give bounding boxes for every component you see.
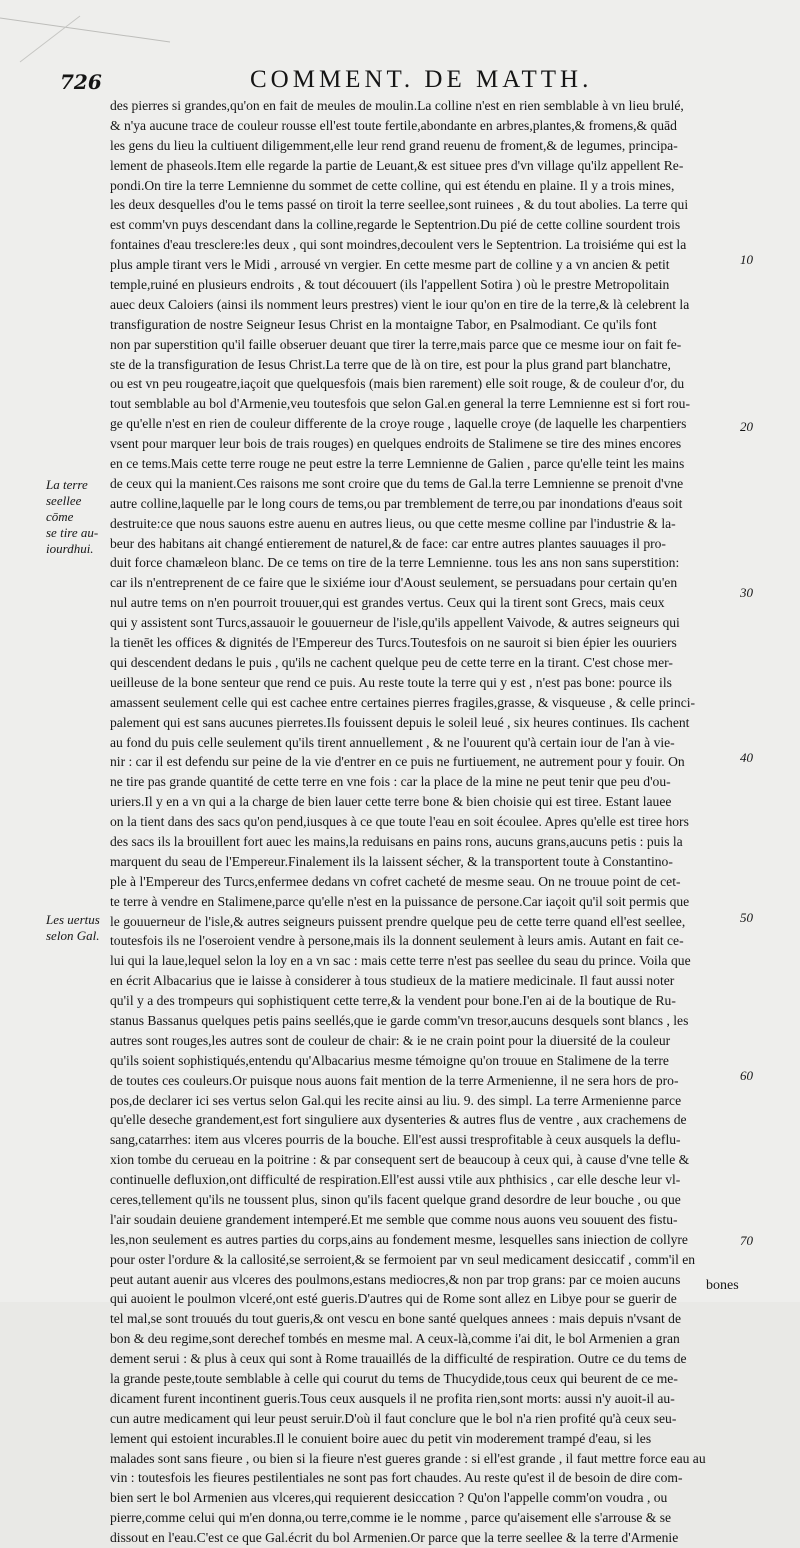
text-line: lement de phaseols.Item elle regarde la partie de Leuant,& est situee pres d'vn village qu'ilz appellent Re-: [110, 157, 684, 173]
text-line: les deux desquelles d'ou le tems passé on tiroit la terre seellee,sont ruinees , & du tout abolies. La terre qui: [110, 197, 689, 213]
text-line: tout semblable au bol d'Armenie,veu toutesfois que selon Gal.en general la terre Lemnienne est si fort rou-: [110, 396, 690, 412]
text-line: car ils n'entreprenent de ce faire que le sixiéme iour d'Aoust seulement, se persuadans pour certain qu'en: [110, 575, 678, 591]
text-line: des sacs ils la brouillent fort auec les mains,la reduisans en pains rons, aucuns grans,aucuns petis : puis la: [110, 833, 683, 849]
text-line: lui qui la laue,lequel selon la loy en a vn sac : mais cette terre n'est pas seellee du seau du prince. Voila que: [110, 953, 691, 969]
text-line: en ce tems.Mais cette terre rouge ne peut estre la terre Lemnienne de Galien , parce qu'elle teint les mains: [110, 456, 685, 472]
text-line: la tienēt les offices & dignités de l'Empereur des Turcs.Toutesfois on ne sauroit si bien épier les ouuriers: [110, 635, 677, 651]
text-line: qui descendent dedans le puis , qu'ils ne cachent quelque peu de cette terre en la tirant. C'est chose mer-: [110, 654, 673, 670]
text-line: bon & deu regime,sont derechef tombés en mesme mal. A ceux-là,comme i'ai dit, le bol Armenien a gran: [110, 1331, 680, 1347]
margin-note-line: se tire au-: [46, 525, 99, 540]
line-number: 10: [740, 252, 753, 267]
text-line: plus ample tirant vers le Midi , arrousé vn vergier. En cette mesme part de colline y a vn ancien & petit: [110, 257, 670, 273]
line-number: 40: [740, 750, 753, 765]
running-head: COMMENT. DE MATTH.: [250, 66, 593, 93]
text-line: tel mal,se sont trouués du tout gueris,& ont vescu en bone santé quelques annees : mais depuis n'vsant de: [110, 1311, 682, 1327]
text-line: en écrit Albacarius que ie laisse à considerer à tous studieux de la matiere medicinale. Il faut aussi noter: [110, 973, 675, 989]
line-number: 30: [740, 585, 753, 600]
text-line: dicament furent incontinent gueris.Tous ceux ausquels il ne profita rien,sont morts: aussi n'y auoit-il au-: [110, 1390, 675, 1406]
text-line: stanus Bassanus quelques petis pains seellés,que ie garde comm'vn tresor,aucuns desquels sont blancs , les: [110, 1012, 689, 1028]
text-line: uriers.Il y en a vn qui a la charge de bien lauer cette terre bone & bien choisie qui est tiree. Estant lauee: [110, 794, 672, 810]
text-line: sang,catarrhes: item aus vlceres pourris de la bouche. Ell'est aussi tresprofitable à ceux ausquels la deflu-: [110, 1132, 681, 1148]
text-line: de ceux qui la manient.Ces raisons me sont croire que du tems de Gal.la terre Lemnienne se prenoit d'vne: [110, 475, 684, 491]
margin-note-line: Les uertus: [46, 912, 100, 927]
text-line: nir : car il est defendu sur peine de la vie d'entrer en ce puis ne furtiuement, ne autrement pour y fouir. On: [110, 754, 685, 770]
text-line: destruite:ce que nous sauons estre auenu en autres lieus, ou que cette mesme colline par l'industrie & la-: [110, 515, 676, 531]
text-line: ste de la transfiguration de Iesus Christ.La terre que de là on tire, est pour la plus grand part blanchatre,: [110, 356, 671, 372]
text-line: vsent pour marquer leur bois de trais rouges) en quelques endroits de Stalimene se tire des mines encores: [110, 436, 682, 452]
line-number: 70: [740, 1233, 753, 1248]
text-line: cun autre medicament qui leur peust seruir.D'où il faut conclure que le bol n'a rien profité qu'à ceux seu-: [110, 1410, 677, 1426]
catchword: bones: [706, 1278, 739, 1293]
text-line: qu'elle deseche grandement,est fort singuliere aux dysenteries & autres flus de ventre , aux crachemens de: [110, 1112, 687, 1128]
text-line: toutesfois ils ne l'oseroient vendre à persone,mais ils la donnent seulement à leurs amis. Autant en fait ce-: [110, 933, 684, 949]
text-line: qu'ils soient sophistiqués,entendu qu'Albacarius mesme témoigne qu'on trouue en Stalimene de la terre: [110, 1052, 669, 1068]
text-line: est comm'vn puys descendant dans la colline,regarde le Septentrion.Du pié de cette colline sourdent trois: [110, 217, 681, 233]
main-text-column: [110, 96, 736, 1548]
line-number: 20: [740, 419, 753, 434]
text-line: le gouuerneur de l'isle,& autres seigneurs puissent prendre quelque peu de cette terre quand ell'est seellee,: [110, 913, 686, 929]
text-line: de toutes ces couleurs.Or puisque nous auons fait mention de la terre Armenienne, il ne sera hors de pro-: [110, 1072, 679, 1088]
text-line: qui auoient le poulmon vlceré,ont esté gueris.D'autres qui de Rome sont allez en Libye pour se guerir de: [110, 1291, 677, 1307]
text-line: temple,ruiné en plusieurs endroits , & tout découuert (ils l'appellent Sotira ) où le prestre Metropolitain: [110, 277, 670, 293]
text-line: palement qui est sans aucunes pierretes.Ils fouissent depuis le soleil leué , six heures continues. Ils cachent: [110, 714, 690, 730]
text-line: des pierres si grandes,qu'on en fait de meules de moulin.La colline n'est en rien semblable à vn lieu brulé,: [110, 98, 684, 113]
text-line: continuelle defluxion,ont difficulté de respiration.Ell'est aussi vtile aux phthisics , car elle desche leur vl-: [110, 1172, 681, 1188]
text-line: & n'ya aucune trace de couleur rousse ell'est toute fertile,abondante en arbres,plantes,& fromens,& quād: [110, 117, 677, 133]
text-line: nul autre tems on n'en pourroit trouuer,qui est grandes vertus. Ceux qui la tirent sont Grecs, mais ceux: [110, 595, 665, 611]
text-line: ne tire pas grande quantité de cette terre en vne fois : car la place de la mine ne peut tenir que peu d'ou-: [110, 774, 671, 790]
text-line: peut autant auenir aus vlceres des poulmons,estans mediocres,& non par trop grans: par ce moien aucuns: [110, 1271, 681, 1287]
text-line: pondi.On tire la terre Lemnienne du sommet de cette colline, qui est étendu en plaine. Il y a trois mines,: [110, 177, 675, 193]
text-line: marquent du seau de l'Empereur.Finalement ils la laissent sécher, & la transportent toute à Constantino-: [110, 853, 673, 869]
margin-note-line: selon Gal.: [46, 928, 100, 943]
text-line: ge qu'elle n'est en rien de couleur differente de la croye rouge , laquelle croye (de laquelle les charpentiers: [110, 416, 687, 432]
page-number: 726: [60, 70, 102, 94]
text-line: qui y assistent sont Turcs,assauoir le gouuerneur de l'isle,qu'ils appellent Vaivode, & autres seigneurs qui: [110, 615, 680, 631]
text-line: au fond du puis celle seulement qu'ils tirent annuellement , & ne l'ouurent qu'à certain iour de l'an à vie-: [110, 734, 675, 750]
text-line: xion tombe du cerueau en la poitrine : & par consequent sert de beaucoup à ceux qui, à cause d'vne telle &: [110, 1152, 690, 1168]
text-line: pierre,comme celui qui m'en donna,ou terre,comme ie le nomme , parce qu'aisement elle s'arrouse & se: [110, 1510, 672, 1526]
line-number: 50: [740, 910, 753, 925]
text-line: la grande peste,toute semblable à celle qui courut du tems de Thucydide,tous ceux qui beurent de ce me-: [110, 1371, 678, 1386]
text-line: autres sont rouges,les autres sont de couleur de chair: & ie ne crain point pour la diuersité de la couleur: [110, 1032, 671, 1048]
text-line: autre colline,laquelle par le long cours de tems,ou par tremblement de terre,ou par inondations d'eaus soit: [110, 495, 683, 511]
text-line: on la tient dans des sacs qu'on pend,iusques à ce que toute l'eau en soit écoulee. Apres qu'elle est tiree hors: [110, 814, 689, 830]
text-line: l'air soudain deuiene grandement intemperé.Et me semble que comme nous auons veu souuent des fistu-: [110, 1211, 678, 1227]
margin-note-line: iourdhui.: [46, 541, 94, 556]
text-line: non par superstition qu'il faille obseruer deuant que tirer la terre,mais parce que ce mesme iour on fait fe-: [110, 336, 682, 352]
text-line: te terre à vendre en Stalimene,parce qu'elle n'est en la puissance de persone.Car iaçoit qu'il soit permis que: [110, 893, 690, 909]
text-line: dement serui : & plus à ceux qui sont à Rome trauaillés de la difficulté de respiration. Outre ce du tems de: [110, 1351, 687, 1367]
text-line: qu'il y a des trompeurs qui sophistiquent cette terre,& la vendent pour bone.I'en ai de la boutique de Ru-: [110, 993, 676, 1009]
text-line: amassent seulement celle qui est cachee entre certaines pierres fragiles,grasse, & visqueuse , & celle princi-: [110, 694, 696, 710]
margin-note-vertus: [46, 912, 112, 944]
text-line: ueilleuse de la bone senteur que rend ce puis. Au reste toute la terre qui y est , n'est pas bone: pource ils: [110, 674, 672, 690]
margin-note-terre-seellee: [46, 477, 112, 557]
text-line: vin : toutesfois les fieures pestilentiales ne sont pas fort chaudes. Au reste qu'est il de besoin de dire com-: [110, 1470, 683, 1486]
text-line: fontaines d'eau tresclere:les deux , qui sont moindres,decoulent vers le Septentrion. La troisiéme qui est la: [110, 237, 687, 253]
margin-note-line: seellee cōme: [46, 493, 82, 524]
text-line: ple à l'Empereur des Turcs,enfermee dedans vn cofret cacheté de mesme seau. On ne trouue point de cet-: [110, 873, 681, 889]
text-line: bien sert le bol Armenien aus vlceres,qui requierent desiccation ? Qu'on l'appelle comm'on voudra , ou: [110, 1490, 668, 1506]
text-line: les,non seulement es autres parties du corps,ains au fondement mesme, lesquelles sans iniection de collyre: [110, 1231, 688, 1247]
line-number: 60: [740, 1068, 753, 1083]
text-line: ou est vn peu rougeatre,iaçoit que quelquesfois (mais bien rarement) elle soit rouge, & de couleur d'or, du: [110, 376, 685, 392]
text-line: ceres,tellement qu'ils ne toussent plus, sinon qu'ils facent quelque grand desordre de leur bouche , ou que: [110, 1191, 681, 1207]
text-line: beur des habitans ait changé entierement de naturel,& de face: car entre autres plantes sauuages il pro-: [110, 535, 666, 551]
text-line: auec deux Caloiers (ainsi ils nomment leurs prestres) vient le iour qu'on en tire de la terre,& là celebrent la: [110, 296, 690, 312]
text-line: lement qui estoient incurables.Il le conuient boire auec du petit vin moderement trampé d'eau, si les: [110, 1430, 652, 1446]
margin-note-line: La terre: [46, 477, 88, 492]
text-line: duit force chamæleon blanc. De ce tems on tire de la terre Lemnienne. tous les ans non sans superstition:: [110, 555, 680, 571]
text-line: pour oster l'ordure & la callosité,se serroient,& se fermoient par vn seul medicament desiccatif , comm'il en: [110, 1251, 696, 1267]
text-line: malades sont sans fieure , ou bien si la fieure n'est gueres grande : si ell'est grande , il faut mettre force eau au: [110, 1450, 706, 1466]
text-line: les gens du lieu la cultiuent diligemment,elle leur rend grand reuenu de froment,& de legumes, principa-: [110, 137, 678, 153]
text-line: pos,de declarer ici ses vertus selon Gal.qui les recite ainsi au liu. 9. des simpl. La terre Armenienne parce: [110, 1092, 682, 1108]
text-line: dissout en l'eau.C'est ce que Gal.écrit du bol Armenien.Or parce que la terre seellee & la terre d'Armenie: [110, 1530, 679, 1546]
text-line: transfiguration de nostre Seigneur Iesus Christ en la montaigne Tabor, en Psalmodiant. Ce qu'ils font: [110, 316, 657, 332]
